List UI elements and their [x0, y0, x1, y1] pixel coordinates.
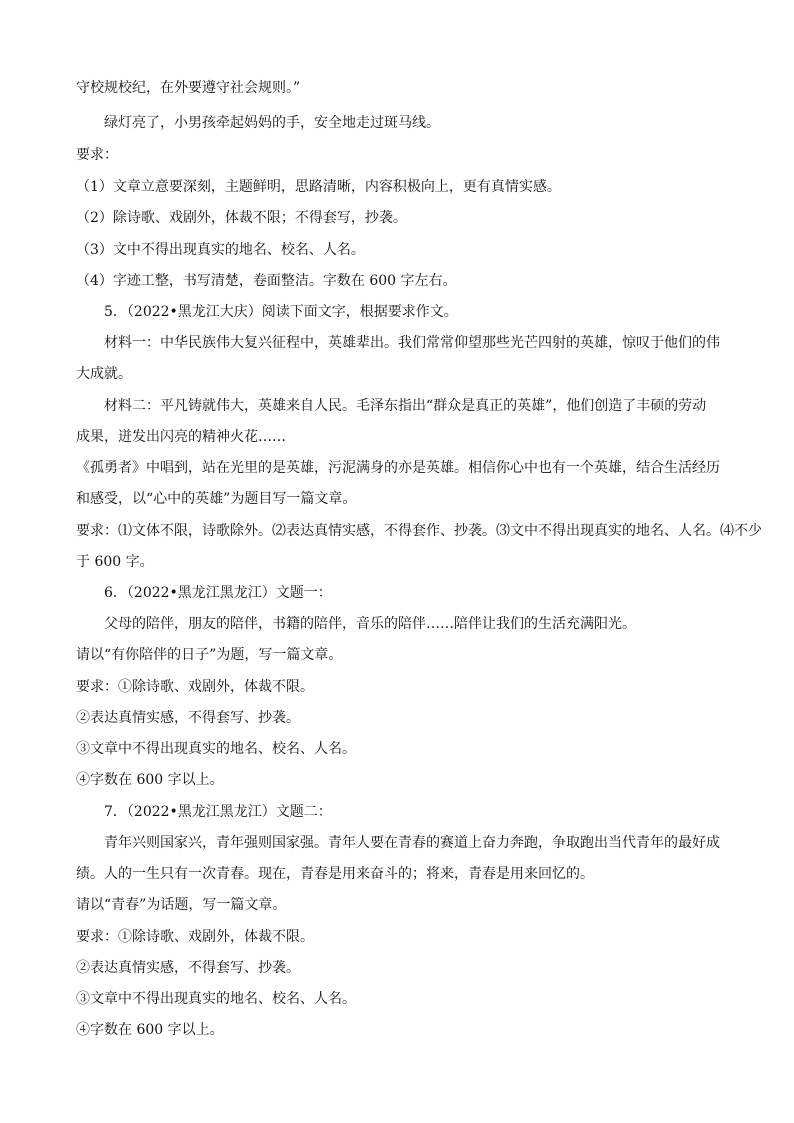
requirement-item: ②表达真情实感，不得套写、抄袭。 — [76, 710, 300, 726]
requirement-item: ④字数在 600 字以上。 — [76, 1022, 224, 1038]
requirement-item: ③文章中不得出现真实的地名、校名、人名。 — [76, 741, 356, 757]
text-line: 请以“有你陪伴的日子”为题，写一篇文章。 — [76, 647, 343, 663]
requirement-item: 要求：①除诗歌、戏剧外，体裁不限。 — [76, 679, 314, 695]
question-heading: 7．（2022•黑龙江黑龙江）文题二： — [104, 804, 332, 820]
requirement-item: 要求：①除诗歌、戏剧外，体裁不限。 — [76, 929, 314, 945]
text-line: 守校规校纪，在外要遵守社会规则。” — [76, 80, 301, 96]
requirement-item: ③文章中不得出现真实的地名、校名、人名。 — [76, 991, 356, 1007]
requirement-item: （3）文中不得出现真实的地名、校名、人名。 — [76, 242, 365, 258]
question-heading: 6．（2022•黑龙江黑龙江）文题一： — [104, 585, 332, 601]
text-line: 绿灯亮了，小男孩牵起妈妈的手，安全地走过斑马线。 — [104, 115, 440, 131]
requirement-item: 于 600 字。 — [76, 554, 154, 570]
question-heading: 5．（2022•黑龙江大庆）阅读下面文字，根据要求作文。 — [104, 304, 458, 320]
requirements-label: 要求： — [76, 147, 118, 163]
text-line: 绩。人的一生只有一次青春。现在，青春是用来奋斗的；将来，青春是用来回忆的。 — [76, 866, 594, 882]
text-line: 青年兴则国家兴，青年强则国家强。青年人要在青春的赛道上奋力奔跑，争取跑出当代青年的最好成 — [104, 835, 720, 851]
requirement-item: （4）字迹工整，书写清楚，卷面整洁。字数在 600 字左右。 — [76, 273, 457, 289]
text-line: 成果，迸发出闪亮的精神火花…… — [76, 429, 286, 445]
text-line: 和感受，以“心中的英雄”为题目写一篇文章。 — [76, 491, 357, 507]
text-line: 大成就。 — [76, 366, 132, 382]
requirement-item: 要求：⑴文体不限，诗歌除外。⑵表达真情实感，不得套作、抄袭。⑶文中不得出现真实的地名、人名。⑷不少 — [76, 523, 762, 539]
requirement-item: （1）文章立意要深刻，主题鲜明，思路清晰，内容积极向上，更有真情实感。 — [76, 179, 561, 195]
requirement-item: ②表达真情实感，不得套写、抄袭。 — [76, 960, 300, 976]
requirement-item: （2）除诗歌、戏剧外，体裁不限；不得套写，抄袭。 — [76, 210, 407, 226]
text-line: 材料一：中华民族伟大复兴征程中，英雄辈出。我们常常仰望那些光芒四射的英雄，惊叹于他们的伟 — [104, 335, 720, 351]
text-line: 父母的陪伴，朋友的陪伴，书籍的陪伴，音乐的陪伴……陪伴让我们的生活充满阳光。 — [104, 616, 636, 632]
text-line: 请以“青春”为话题，写一篇文章。 — [76, 897, 287, 913]
text-line: 《孤勇者》中唱到，站在光里的是英雄，污泥满身的亦是英雄。相信你心中也有一个英雄，结合生活经历 — [76, 460, 720, 476]
text-line: 材料二：平凡铸就伟大，英雄来自人民。毛泽东指出“群众是真正的英雄”，他们创造了丰硕的劳动 — [104, 398, 707, 414]
requirement-item: ④字数在 600 字以上。 — [76, 772, 224, 788]
